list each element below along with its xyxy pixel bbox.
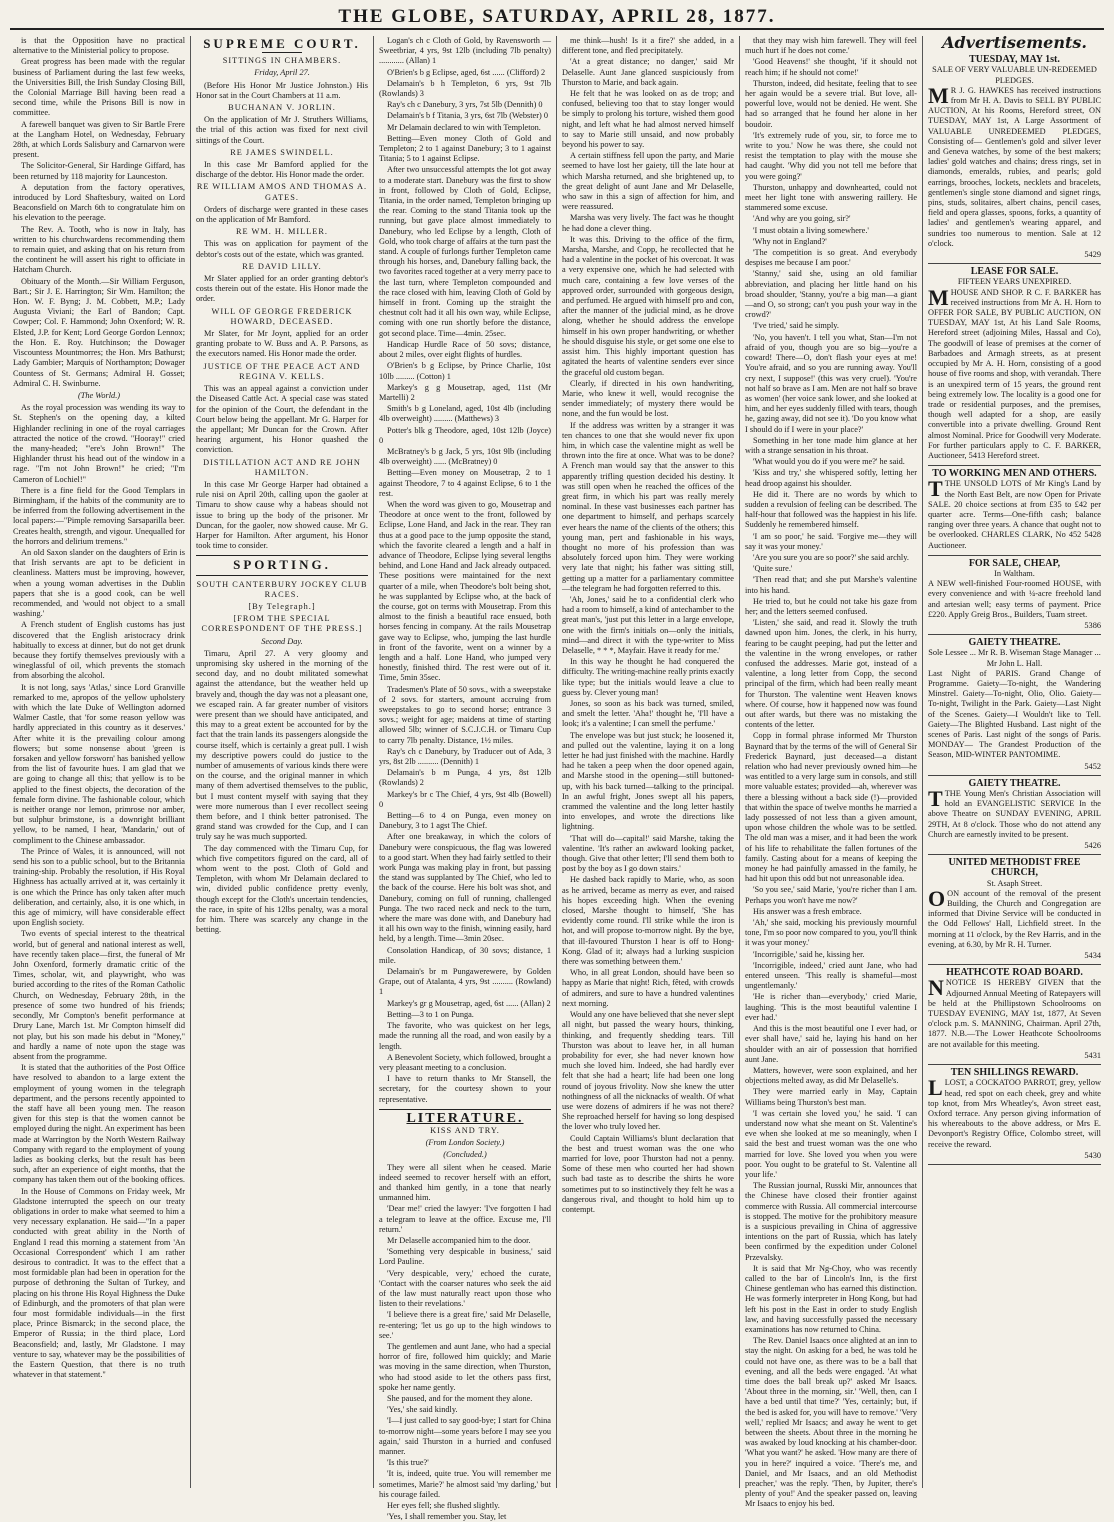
column-2 [191,36,374,1488]
column-4 [557,36,740,1488]
story-paragraph: 'Are you sure you are so poor?' she said archly. [753,552,909,562]
race-paragraph: The day commenced with the Timaru Cup, for which five competitors figured on the card, all of whom went to the post. Cloth of Gold and Templeton, with whom Mr Delamain declared to win, divided public confidence pretty evenly, though except for the Cloth's uncertain tendencies, the race, in spite of his 12lbs penalty, was a moral for him. There was scarcely any change in the betting. [196,843,368,935]
story-concluded: (Concluded.) [443,1150,487,1160]
ad-heading: FOR SALE, CHEAP, [968,557,1061,569]
ad-heading: TUESDAY, MAY 1st. [969,54,1060,66]
story-paragraph: 'Yes, I shall remember you. Stay, let [387,1512,507,1522]
ad-drop-initial: N [928,975,944,1001]
section-heading-literature: LITERATURE. [406,1110,524,1126]
ad-subheading: St. Asaph Street. [986,878,1043,888]
story-paragraph: 'Very despicable, very,' echoed the curate, 'Contact with the coarser natures who seek the aid of the law must naturally react upon those who listen to their revelations.' [379,1268,551,1309]
section-rule [379,1109,551,1110]
race-paragraph: Betting—Even money Cloth of Gold and Templeton; 2 to 1 against Danebury; 3 to 1 against Titania; 5 to 1 against Eclipse. [379,133,551,164]
advertisement [928,776,1101,855]
story-paragraph: 'I must obtain a living somewhere.' [753,225,869,235]
ad-body: OON account of the removal of the present Building, the Church and Congregation are informed that Divine Service will be conducted in the Odd Fellows' Hall, Lichfield street. In the morning at 11 o'clock, by the Rev Harris, and in the evening, at 6.30, by Mr R. H. Turner. [928,885,1101,949]
race-paragraph: Delamain's br m Pungawerewere, by Golden Grape, out of Atalanta, 4 yrs, 9st .......... (Rowland) 1 [379,967,551,997]
ad-subheading: In Waltham. [994,568,1035,578]
advertisement [928,855,1101,965]
story-paragraph: Who, in all great London, should have been so happy as Marie that night! Rich, fêted, with crowds of admirers, and sure to have a hundred valentines next morning. [562,968,734,1008]
race-paragraph: When the word was given to go, Mousetrap and Theodore at once went to the front, followed by Eclipse, Lone Hand, and Jack in the rear. They ran thus at a good pace to the jump opposite the stand, which the favorite cleared a length and a half in advance of Theodore, Eclipse lying several lengths behind, and Lone Hand and Jack already outpaced. These positions were maintained for the next quarter of a mile, when Theodore's bolt being shot, he was supplanted by Eclipse who, at the back of the course, got on terms with Mousetrap. From this almost to the finish a beautiful race ensued, both horses fencing in company. At the rails Mousetrap gave way to Eclipse, who, jumping the last hurdle in front of the favorite, went on a winner by a length and a half. Lone Hand, who jumped very honestly, finished third. The rest were out of it. Time, 5min 35sec. [379,499,551,683]
race-result: Delamain's b h Templeton, 6 yrs, 9st 7lb (Rowlands) 3 [379,78,551,99]
story-paragraph: He tried to, but he could not take his gaze from her; and the letters seemed confused. [745,596,917,616]
race-paragraph: Delamain's b m Punga, 4 yrs, 8st 12lb (Rowlands) 2 [379,768,551,788]
race-result: Delamain's b f Titania, 3 yrs, 6st 7lb (Webster) 0 [387,111,548,121]
correspondent-note: [FROM THE SPECIAL CORRESPONDENT OF THE PRESS.] [201,614,363,634]
ad-subheading: FIFTEEN YEARS UNEXPIRED. [957,277,1072,287]
story-paragraph: The envelope was but just stuck; he loosened it, and pulled out the valentine, laying it on a long letter he had just finished with the machine. Hardly had he taken a peep when the door opened again, and Marshe stood in the opening—still buttoned-up, with his back turned—talking to the principal. In an awful fright, Jones swept all his papers, crammed the valentine and the long letter hastily into envelopes, and wrote the directions like lightning. [562,730,734,832]
story-paragraph: 'I've tried,' said he simply. [753,321,839,331]
case-heading: RE WILLIAM AMOS AND THOMAS A. GATES. [196,182,368,202]
story-paragraph: 'Ah,' she said, mocking his previously mournful tone, I'm so poor now compared to you, you'll think it was your money.' [745,918,917,948]
article-paragraph: Obituary of the Month.—Sir William Ferguson, Bart.; Sir J. E. Harrington; Sir Wm. Hamilton; the Hon. W. F. Byng; J. M. Cobbett, M.P.; Lady Augusta Viviani; the Earl of Bandon; Capt. Cowper; Col. F. Hammond; John Oxenford; W. R. Elsted, J.P. for Kent; Lord George Gordon Lennox; the Hon. E. Roy. Hutchinson; the Dowager Viscountess Mountmorres; the Hon. Mrs Bathurst; Lady Gambier; Marquis of Northampton; Dowager Countess of St. Germans; Admiral H. Gosset; Admiral C. H. Swinburne. [13,276,185,388]
race-paragraph: After one breakaway, in which the colors of Danebury were conspicuous, the flag was lowered to a good start. When they had fairly settled to their work Punga was making play in front, but passing the stand was supplanted by The Chief, who led to the back of the course. Here his bolt was shot, and Danebury, coming on full of running, challenged Punga. The two raced neck and neck to the turn, where the mare was done with, and Danebury had it all his own way to the finish, winning easily, hard held, by a length. Time—3min 20sec. [379,832,551,944]
story-paragraph: 'He is richer than—everybody,' cried Marie, laughing. 'This is the most beautiful valentine I ever had.' [745,992,917,1022]
story-paragraph: 'And why are you going, sir?' [753,214,851,224]
story-paragraph: 'It is, indeed, quite true. You will remember me sometimes, Marie?' he almost said 'my darling,' but his courage failed. [379,1469,551,1499]
article-paragraph: The Solicitor-General, Sir Hardinge Giffard, has been returned by 118 majority for Launceston. [13,161,185,181]
race-paragraph: Mr Delamain declared to win with Templeton. [387,122,541,132]
case-heading: RE JAMES SWINDELL. [230,147,334,157]
date-line: Friday, April 27. [254,68,310,78]
race-paragraph: Smith's b g Loneland, aged, 10st 4lb (including 4lb overweight) ......... (Matthews) 3 [379,404,551,424]
ad-number: 5431 [1084,1050,1101,1060]
story-paragraph: Thurston, indeed, did hesitate, feeling that to see her again would be a severe trial. But love, all-powerful love, would not be denied. He went. She had so arranged that he found her alone in her boudoir. [745,78,917,129]
story-paragraph: She paused, and for the moment they alone. [387,1394,533,1403]
story-paragraph: The gentlemen and aunt Jane, who had a special horror of fire, followed him quickly; and Marie was moving in the same direction, when Thurston, who had stood aside to let the others pass first, spoke her name gently. [379,1341,551,1392]
story-paragraph: 'Ah, Jones,' said he to a confidential clerk who had a room to himself, a kind of antechamber to the great man's, 'just put this letter in a large envelope, one with the firm's initials on—only the initials, mind—and direct it with the type-writer to Miss Delaselle, * * *, Mayfair. Have it ready for me.' [562,594,734,655]
article-paragraph: A French student of English customs has just discovered that the English aristocracy drink habitually to excess at dinner, but do not get drunk because they fortify themselves previously with a wineglassful of oil, which prevents the stomach from absorbing the alcohol. [13,620,185,681]
story-paragraph: 'Stanny,' said she, using an old familiar abbreviation, and placing her little hand on his broad shoulder, 'Stanny, you're a big man—a giant—and O, so strong; can't you push your way in the crowd?' [745,269,917,320]
story-paragraph: 'Dear me!' cried the lawyer: 'I've forgotten I had a telegram to leave at the office. Excuse me, I'll return.' [379,1204,551,1234]
race-paragraph: The favorite, who was quickest on her legs, made the running all the road, and won easily by a length. [379,1021,551,1051]
column-1 [8,36,191,1488]
story-paragraph: 'Incorrigible, indeed,' cried aunt Jane, who had entered unseen. 'This really is shameful—most ungentlemanly.' [745,960,917,991]
case-heading: WILL OF GEORGE FREDERICK HOWARD, DECEASED. [211,306,353,326]
race-paragraph: Markey's g g Mousetrap, aged, 11st (Mr Martelli) 2 [379,382,551,402]
story-paragraph: Her eyes fell; she flushed slightly. [387,1501,500,1511]
race-paragraph: Betting—3 to 1 on Punga. [387,1009,474,1019]
source-credit: (The World.) [77,390,121,400]
story-paragraph: 'Good Heavens!' she thought, 'if it should not reach him; if he should not come!' [745,57,917,77]
story-paragraph: The Rev. Daniel Isaacs once alighted at an inn to stay the night. On asking for a bed, he was told he could not have one, as there was to be a ball that evening, and all the beds were engaged. 'At what time does the ball break up?' asked Mr Isaacs. 'About three in the morning, sir.' 'Well, then, can I have a bed until that time?' 'Yes, certainly; but, if the bed is asked for, you will have to remove.' 'Very well,' replied Mr Isaacs; and away he went to get between the sheets. About three in the morning he was awaked by loud knocking at his chamber-door. 'What you want?' he asked. 'How many are there of you in here?' inquired a voice. 'There's me, and Daniel, and Mr Isaacs, and an old Methodist preacher,' was the reply. 'Then, by Jupiter, there's plenty of you!' And the speaker passed on, leaving Mr Isaacs to enjoy his bed. [745,1336,917,1509]
story-paragraph: 'I—I just called to say good-bye; I start for China to-morrow night—some years before I may see you again,' said Thurston in a hurried and confused manner. [379,1416,551,1457]
ad-number: 5386 [1084,620,1101,630]
ad-drop-initial: L [928,1075,943,1101]
story-paragraph: Would any one have believed that she never slept all night, but passed the weary hours, thinking, thinking, and frequently shedding tears. Till Thurston was about to leave her, in all human probability for ever, she had never known how much she loved him. Indeed, she had hardly ever felt that she had a heart; life had been one long round of joyous frivolity. Now she knew the utter nothingness of all the nicknacks of wealth. Of what use were dozens of admirers if he was not there? She reproached herself for having so long despised the lover who truly loved her. [562,1010,734,1132]
ad-number: 5429 [1084,250,1101,260]
story-paragraph: Thurston, unhappy and downhearted, could not meet her light tone with answering raillery. He stammered some excuse. [745,182,917,213]
ad-heading: GAIETY THEATRE. [968,637,1061,649]
story-paragraph: Could Captain Williams's blunt declaration that the best and truest woman was the one who married for love, poor Thurston had not a penny. Some of these men who courted her had shown such bad taste as to describe the shirts he wore sometimes put to so instinctively they felt he was a dangerous rival, and thought to hold him up to contempt. [562,1133,734,1214]
race-result: Logan's ch c Cloth of Gold, by Ravensworth —Sweetbriar, 4 yrs, 9st 12lb (including 7lb penalty) ............ (Allan) 1 [379,36,551,66]
ad-drop-initial: T [928,786,943,812]
ad-body: MHOUSE AND SHOP. R C. F. BARKER has received instructions from Mr A. H. Horn to OFFER FOR SALE, BY PUBLIC AUCTION, ON TUESDAY, MAY 1st, At his Land Sale Rooms, Hereford street (adjoining Miles, Hassal and Co), The goodwill of lease of premises at the corner of Barbadoes and Armagh streets, as at present occupied by Mr A. H. Horn, consisting of a good house of five rooms and shop, with verandah. There is an unexpired term of 15 years, the ground rent being extremely low. The locality is a good one for trade or residential purposes, and the premises, though well adapted for a shop, are easily convertible into a private dwelling. Ground Rent almost Nominal. Price for Goodwill very Moderate. For further particulars apply to C. F. BARKER, Auctioneer, 5413 Hereford street. [928,284,1101,460]
section-rule [196,555,368,556]
story-paragraph: 'Quite sure.' [753,564,793,574]
advertisement [928,52,1101,264]
story-paragraph: me think—hush! Is it a fire?' she added, in a different tone, and fled precipitately. [562,36,734,56]
case-text: In this case Mr Bamford applied for the discharge of the debtor. His Honor made the order. [196,160,368,180]
day-heading: Second Day. [261,636,303,646]
ad-heading: UNITED METHODIST FREE CHURCH, [948,857,1081,879]
case-text: On the application of Mr J. Struthers Williams, the trial of this action was fixed for next civil sittings of the Court. [196,115,368,145]
ad-number: 5434 [1084,951,1101,961]
article-paragraph: In the House of Commons on Friday week, Mr Gladstone interrupted the speech on our treaty obligations in order to make what seemed to him a very necessary explanation. He said—"In a paper conducted with great ability in the North of England I read this morning a statement from 'An Occasional Correspondent' which I am rather desirous to contradict. It was to the effect that a most formidable plan had been in operation for the purpose of dethroning the Sultan of Turkey, and placing on his throne His Royal Highness the Duke of Edinburgh, and the promoters of that plan were four most formidable individuals—in the first place, Prince Bismarck; in the second place, the Emperor of Russia; in the third place, Lord Beaconsfield; and, lastly, Mr Gladstone. I may venture to say, whatever may be the possibilities of the Eastern Question, that there is no truth whatever in that statement." [13,1186,185,1380]
story-paragraph: 'Yes,' she said kindly. [387,1405,458,1415]
story-paragraph: Marsha was very lively. The fact was he thought he had done a clever thing. [562,213,734,233]
story-paragraph: 'Kiss and try,' she whispered softly, letting her head droop against his shoulder. [745,468,917,488]
story-paragraph: Something in her tone made him glance at her with a strange sensation in his throat. [745,435,917,455]
column-5 [740,36,923,1509]
race-paragraph: A Benevolent Society, which followed, brought a very pleasant meeting to a conclusion. [379,1052,551,1072]
advertisement [928,466,1101,556]
story-paragraph: In this way he thought he had conquered the difficulty. The writing-machine really prints exactly like type; but the initials would leave a clue to guess by. Clever young man! [562,657,734,697]
article-paragraph: Two events of special interest to the theatrical world, but of general and national interest as well, have recently taken place—first, the funeral of Mr John Oxenford, formerly dramatic critic of the Times, scholar, wit, and playwright, who was buried according to the rites of the Roman Catholic Church, on Wednesday, February 28th, in the presence of some two hundred of his friends; secondly, Mr Compton's benefit performance at Drury Lane, March 1st. Mr Compton himself did not play, but his son made his debut in "Money," and hardly a name of note upon the stage was absent from the programme. [13,929,185,1061]
columns [8,33,1106,1522]
story-paragraph: They were all silent when he ceased. Marie indeed seemed to recover herself with an effort, and thanked him gently, in a tone that nearly unmanned him. [379,1162,551,1203]
story-paragraph: 'I was certain she loved you,' he said. 'I can understand now what she meant on St. Valentine's eve when she looked at me so meaningly, when I said the best and truest woman was the one who married for love. She loved you when you were poor. You ought to be grateful to St. Valentine all your life.' [745,1108,917,1179]
race-paragraph: I have to return thanks to Mr Stansell, the secretary, for the courtesy shown to your representative. [379,1074,551,1104]
advertisements-title: Advertisements. [942,33,1087,52]
case-text: Mr Slater, for Mr Joynt, applied for an order granting probate to W. Buss and A. P. Parsons, as the executors named. His Honor made the order. [196,329,368,359]
column-3 [374,36,557,1522]
story-paragraph: Jones, so soon as his back was turned, smiled, and smelt the letter. 'Aha!' thought he, 'I'll have a look; it's a valentine; I can smell the perfume.' [562,699,734,729]
story-paragraph: He did it. There are no words by which to sudden a revulsion of feeling can be described. The half-hour that followed was the happiest in his life. Suddenly he remembered himself. [745,489,917,530]
race-result: Ray's ch c Danebury, 3 yrs, 7st 5lb (Dennith) 0 [387,100,543,110]
case-heading: JUSTICE OF THE PEACE ACT AND REGINA V. KELLS. [203,361,361,381]
article-paragraph: is that the Opposition have no practical alternative to the Ministerial policy to propose. [13,36,185,56]
case-heading: RE DAVID LILLY. [242,261,322,271]
story-paragraph: And this is the most beautiful one I ever had, or ever shall have,' said he, laying his hand on her shoulder with an air of possession that horrified aunt Jane. [745,1024,917,1064]
article-paragraph: It is stated that the authorities of the Post Office have resolved to abandon to a large extent the employment of young women in the telegraph department, and the persons recently appointed to the staff have all been young men. The reason given for this step is that the women cannot be employed during the night. An experiment has been made at Warrington by the North Western Railway Company with regard to the employment of young ladies as booking clerks, but the result has been such, after an experience of eight months, that the company has taken them out of the booking offices. [13,1063,185,1185]
story-paragraph: 'Why not in England?' [753,236,827,246]
advertisement [928,264,1101,466]
race-paragraph: Tradesmen's Plate of 50 sovs., with a sweepstake of 2 sovs. for starters, amount accruing from sweepstakes to go to second horse; entrance 3 sovs.; weight for age; maidens at time of starting allowed 5lb; winner of S.C.J.C.H. or Timaru Cup to carry 7lb penalty. Distance, 1½ miles. [379,684,551,745]
story-paragraph: Matters, however, were soon explained, and her objections melted away, as did Mr Delaselle's. [745,1065,917,1086]
story-paragraph: 'No, you haven't. I tell you what, Stan—I'm not afraid of you, though you are so big—you're a coward! There—O, don't flash your eyes at me! You're afraid, and so you are running away. You'll cry next, I suppose!' (this was very cruel). 'You're not half so brave as I am. Men are not half so brave as women' (her voice sank lower, and she looked at him, and her eyes suddenly filled with tears, though he, gazing away, did not see it). 'Do you know what I should do if I were in your place?' [745,332,917,434]
race-paragraph: Handicap Hurdle Race of 50 sovs; distance, about 2 miles, over eight flights of hurdles. [379,339,551,360]
race-result: O'Brien's b g Eclipse, aged, 6st ...... (Clifford) 2 [387,67,546,77]
story-paragraph: 'Is this true?' [387,1458,429,1468]
story-paragraph: They were married early in May, Captain Williams being Thurston's best man. [745,1087,917,1107]
ad-body: LLOST, a COCKATOO PARROT, grey, yellow head, red spot on each cheek, grey and white top knot, from Mrs Wheatley's, Avon street east, Oxford terrace. Any person giving information of his whereabouts to the above address, or Mrs E. Devonport's Registry Office, Colombo street, will receive the reward. [928,1075,1101,1149]
story-paragraph: 'At a great distance; no danger,' said Mr Delaselle. Aunt Jane glanced suspiciously from Thurston to Marie, and back again. [562,57,734,87]
ad-number: 5430 [1084,1150,1101,1160]
subheading: SITTINGS IN CHAMBERS. [222,56,342,66]
case-heading: DISTILLATION ACT AND RE JOHN HAMILTON. [203,457,361,477]
story-paragraph: It was this. Driving to the office of the firm, Marsha, Marshe, and Copp, he recollected that he had a valentine in the pocket of his overcoat. It was a very expensive one, which he had selected with much care, containing a few love verses of the approved order, surrounded with gorgeous design, and perfumed. He argued with himself pro and con, after the manner of the judicial mind, as he drove along, whether he should address the envelope himself in his own proper handwriting, or whether he should disguise his style, or get some one else to assist him. This highly important question has agitated the hearts of valentine senders ever since the graceful old custom began. [562,234,734,377]
ad-number: 5452 [1084,761,1101,771]
ad-heading: GAIETY THEATRE. [968,777,1061,789]
ad-drop-initial: M [928,82,949,108]
story-paragraph: It is said that Mr Ng-Choy, who was recently called to the bar of Lincoln's Inn, is the first Chinese gentleman who has earned this distinction. He was formerly interpreter in Hong Kong, but had left his post in the East in order to study English law, and having successfully passed the necessary examinations has now returned to China. [745,1263,917,1334]
story-paragraph: that they may wish him farewell. They will feel much hurt if he does not come.' [745,36,917,56]
section-heading-supreme-court: SUPREME COURT. [203,36,361,51]
case-text: Orders of discharge were granted in these cases on the application of Mr Bamford. [196,204,368,225]
race-paragraph: Betting—Even money on Mousetrap, 2 to 1 against Theodore, 7 to 4 against Eclipse, 6 to 1 the rest. [379,468,551,498]
ad-heading: TEN SHILLINGS REWARD. [950,1067,1079,1079]
story-paragraph: 'What would you do if you were me?' he said. [753,457,905,467]
races-title: SOUTH CANTERBURY JOCKEY CLUB RACES. [196,579,368,599]
case-text: Mr Slater applied for an order granting debtor's costs therein out of the estate. His Honor made the order. [196,274,368,304]
story-paragraph: 'Incorrigible,' said he, kissing her. [753,949,865,959]
story-paragraph: 'That will do—capital!' said Marshe, taking the valentine. 'It's rather an awkward looking packet, though. Give that other letter; I'll send them both to post by the boy as I go down stairs.' [562,833,734,874]
ad-body: TTHE UNSOLD LOTS of Mr King's Land by the North East Belt, are now Open for Private SALE. 20 choice sections at from £35 to £42 per quarter acre. Terms—One-fifth cash; balance ranging over three years. A chance that ought not to be overlooked. CHARLES CLARK, No 452 5428 Auctioneer. [928,476,1101,550]
story-paragraph: Clearly, if directed in his own handwriting, Marie, who knew it well, would recognise the sender immediately; of mystery there would be none, and the fun would be lost. [562,378,734,419]
article-paragraph: There is a fine field for the Good Templars in Birmingham, if the habits of the community are to be inferred from the following advertisement in the local papers:—"Pimple removing Sarsaparilla beer. Creates health, strength, and vigour. Unequalled for the horrors and delirium tremens." [13,485,185,546]
race-paragraph: Timaru, April 27. A very gloomy and unpromising sky ushered in the morning of the second day, and no doubt militated somewhat against the attendance, but the weather held up bravely and, though the day was not a pleasant one, we escaped rain. A far greater number of visitors were present than we should have anticipated, and this may to a great extent be accounted for by the fact that the train lands its passengers alongside the course itself, which is certainly a great pull. I wish my descriptive powers could do justice to the number of amusements of various kinds there were on the course, and the original manner in which many of them advertised themselves to the public, but I must content myself with saying that they were more numerous than I ever recollect seeing them before, and I think better patronised. The grand stand was crowded for the Cup, and I can truly say he was much supported. [196,648,368,842]
ad-body: Last Night of PARIS. Grand Change of Programme. Gaiety—To-night, the Wandering Minstrel. Gaiety—To-night, Olio, Olio. Gaiety—To-night, Twilight in the Park. Gaiety—Last Night of the Scenes. Gaiety—I Wouldn't like to Tell. Gaiety—The Blighted Husband. Last night of the scenes of Paris. Last night of the songs of Paris. MONDAY— The Grandest Production of the Season, MID-WINTER PANTOMIME. [928,668,1101,760]
story-paragraph: 'The competition is so great. And everybody despises me because I am poor.' [745,248,917,268]
story-paragraph: 'It's extremely rude of you, sir, to force me to write to you.' Now he was there, she could not resist the temptation to play with the mouse she had caught. 'Why did you not tell me before that you were going?' [745,130,917,181]
section-heading-sporting: SPORTING. [233,557,331,573]
ad-number: 5426 [1084,841,1101,851]
case-text: In this case Mr George Harper had obtained a rule nisi on April 20th, calling upon the gaoler at Timaru to show cause why a habeas should not issue to bring up the body of the prisoner. Mr Duncan, for the gaoler, now showed cause. Mr G. Harper for Hamilton. After argument, his Honor took time to consider. [196,479,368,551]
case-heading: RE WM. H. MILLER. [236,227,328,237]
telegraph-note: [By Telegraph.] [248,601,316,611]
story-paragraph: His answer was a fresh embrace. [753,906,862,916]
story-paragraph: 'I am so poor,' he said. 'Forgive me—they will say it was your money.' [745,531,917,551]
advertisement [928,965,1101,1065]
advertisement [928,635,1101,776]
ad-heading: LEASE FOR SALE. [970,266,1059,278]
masthead-rule [10,28,1104,30]
story-paragraph: A certain stiffness fell upon the party, and Marie seemed to have lost her gaiety, till the late hour at which Marsha returned, and she brightened up, to the great delight of aunt Jane and Mr Delaselle, who saw in this a sign of affection for him, and were reassured. [562,151,734,212]
article-paragraph: The Prince of Wales, it is announced, will not send his son to a public school, but to the Britannia training-ship. Probably the resolution, if His Royal Highness has actually arrived at it, was certainly it is one which the Prince has only taken after much deliberation, and certainly, also, it is one which, in this age of mimicry, will have considerable effect upon English society. [13,846,185,928]
case-text: This was on application for payment of the debtor's costs out of the estate, which was granted. [196,239,368,259]
race-paragraph: Ray's ch c Danebury, by Traducer out of Ada, 3 yrs, 8st 2lb .......... (Dennith) 1 [379,746,551,767]
ad-heading: TO WORKING MEN AND OTHERS. [932,468,1097,480]
article-paragraph: A deputation from the factory operatives, introduced by Lord Shaftesbury, waited on Lord Beaconsfield on March 6th to congratulate him on his elevation to the peerage. [13,182,185,223]
ad-subheading: Sole Lessee ... Mr R. B. Wiseman Stage Manager ... Mr John L. Hall. [928,648,1101,668]
ad-heading: HEATHCOTE ROAD BOARD. [946,967,1083,979]
race-paragraph: Markey's br c The Chief, 4 yrs, 9st 4lb (Bowell) 0 [379,789,551,809]
article-paragraph: A farewell banquet was given to Sir Bartle Frere at the Langham Hotel, on Wednesday, February 28th, at which Lords Salisbury and Carnarvon were present. [13,119,185,160]
advertisement [928,556,1101,635]
advertisement [928,1065,1101,1165]
race-paragraph: McBratney's b g Jack, 5 yrs, 10st 9lb (including 4lb overweight) ...... (McBratney) 0 [379,446,551,467]
story-paragraph: The Russian journal, Russki Mir, announces that the Chinese have closed their frontier against commerce with Russia. All commercial intercourse is stopped. The motive for the prohibitory measure is a suspicious prevailing in China of aggressive intentions on the part of Russia, which has lately been confirmed by the expedition under Colonel Przevalsky. [745,1181,917,1262]
story-paragraph: Copp in formal phrase informed Mr Thurston Baynard that by the terms of the will of General Sir Frederick Baynard, just deceased—a distant relation who had never previously owned him—he was entitled to a very large sum in consols, and still more valuable estates; provided—ah, wherever was there a blessing without a back side (!)—provided that within the space of twelve months he married a lady possessed of not less than a given amount, upon whose children the whole was to be settled. The old man was a miser, and it had been the work of his life to rehabilitate the fallen fortunes of the family. Casting about for a means of keeping the money he had painfully amassed in the family, he had hit upon this odd but not unreasonable idea. [745,731,917,884]
race-paragraph: Potter's blk g Theodore, aged, 10st 12lb (Joyce) 0 [379,425,551,445]
ad-subheading: SALE OF VERY VALUABLE UN-REDEEMED PLEDGES. [932,65,1097,85]
section-rule [262,52,302,53]
story-source: (From London Society.) [425,1138,505,1148]
story-paragraph: He dashed back rapidly to Marie, who, as soon as he arrived, became as merry as ever, and raised his hopes exceeding high. When the evening closed, Marshe thought to himself, 'She has evidently come round. I'll strike while the iron is hot, and will propose to-morrow night. By the bye, that ill-favoured Thurston I hear is off to Hong-Kong. Glad of it; always had a lurking suspicion there was something between them.' [562,875,734,967]
story-paragraph: 'Listen,' she said, and read it. Slowly the truth dawned upon him. Jones, the clerk, in his hurry, fearing to be caught peeping, had put the letter and the valentine in the wrong envelopes, or rather confused the addresses. Marie got, instead of a valentine, a long letter from Copp, the second principal of the firm, which had been really meant for Thurston. The valentine went Heaven knows where. Of course, how it happened now was found out after wards, but there was no mistaking the contents of the letter. [745,618,917,730]
race-paragraph: O'Brien's b g Eclipse, by Prince Charlie, 10st 10lb ......... (Cotton) 1 [379,361,551,381]
ad-body: A NEW well-finished Four-roomed HOUSE, with every convenience and with ¼-acre freehold land and artesian well; easy terms of payment. Price £220. Apply Greig Bros., Builders, Tuam street. [928,579,1101,619]
ad-drop-initial: O [928,885,946,911]
story-paragraph: If the address was written by a stranger it was ten chances to one that she would never fix upon him, in which case the valentine might as well be thrown into the fire at once. What was to be done? A French man would say that the answer to this apparently trifling question decided his destiny. It was still open when he reached the offices of the great firm, in which his part was really merely nominal. In these vast businesses each partner has one department to himself, and perhaps scarcely ever hears the name of the clients of the others; this young man, pert and fashionable in his ways, thought no more of his profession than was absolutely forced upon him. They were working very late that night; his father was sitting still, getting up a matter for a parliamentary committee—the telegram he had forgotten referred to this. [562,420,734,593]
race-paragraph: Betting—6 to 4 on Punga, even money on Danebury, 3 to 1 agst The Chief. [379,811,551,831]
article-paragraph: The Rev. A. Tooth, who is now in Italy, has written to his churchwardens recommending them to remain quiet, and asking that on his return from the continent he will assert his right to officiate in Hatcham Church. [13,224,185,275]
masthead-title: THE GLOBE, SATURDAY, APRIL 28, 1877. [338,6,776,27]
story-paragraph: 'I believe there is a great fire,' said Mr Delaselle, re-entering; 'let us go up to the high windows to see.' [379,1310,551,1340]
article-paragraph: An old Saxon slander on the daughters of Erin is that Irish servants are apt to be deficient in cleanliness. Matters must be improving, however, when a young woman advertises in the Dublin papers that she is a good cook, can be well recommended, and 'would not object to a small washing.' [13,547,185,619]
ad-drop-initial: M [928,284,949,310]
story-paragraph: 'Something very despicable in business,' said Lord Pauline. [379,1247,551,1267]
race-paragraph: Markey's gr g Mousetrap, aged, 6st ...... (Allan) 2 [387,998,551,1008]
story-paragraph: 'Then read that; and she put Marshe's valentine into his hand. [745,575,917,595]
story-paragraph: He felt that he was looked on as de trop; and confused, believing too that to stay longer would be simply to prolong his torture, wished them good night, and left what he had almost nerved himself to say to Marie still unsaid, and now probably beyond his power to say. [562,89,734,150]
article-paragraph: As the royal procession was wending its way to St. Stephen's on the opening day, a kilted Highlander reclining in one of the royal carriages attracted the notice of the crowd. "Hooray!" cried the many-headed; "'ere's John Brown!" The Highlander thrust his head out of the window in a rage. "I'm not John Brown!" he cried; "I'm Cameron of Lochiel!" [13,403,185,484]
case-heading: BUCHANAN V. JORLIN. [228,103,336,113]
article-paragraph: It is not long, says 'Atlas,' since Lord Granville remarked to me, apropos of the yellow upholstery with which the late Duke of Wellington adorned Walmer Castle, that 'for some reason yellow was hardly appreciated in this country as it deserves.' After white it is the prevailing colour among flowers; but some nonsense about 'green is forsaken and yellow forsworn' has banished yellow from the list of favourite hues. I am glad that we are going to change all this; that yellow is to be applied to the finest objects, the decoration of the female form divine. The fashionable colour, which is neither orange nor lemon, primrose nor amber, but sulphur brimstone, is a downright brilliant yellow, to be named, I hear, 'Mandarin,' out of compliment to the Chinese ambassador. [13,682,185,845]
section-rule [196,575,368,576]
story-paragraph: 'So you see,' said Marie, 'you're richer than I am. Perhaps you won't have me now?' [745,885,917,905]
court-intro: (Before His Honor Mr Justice Johnston.) His Honor sat in the Court Chambers at 11 a.m. [196,80,368,100]
story-paragraph: Mr Delaselle accompanied him to the door. [387,1235,531,1245]
story-title: KISS AND TRY. [430,1125,500,1135]
ad-body: M R J. G. HAWKES has received instructions from Mr H. A. Davis to SELL BY PUBLIC AUCTION, At his Rooms, Hereford street, ON TUESDAY, MAY 1st, A Large Assortment of VALUABLE UNREDEEMED PLEDGES, Consisting of— Gentlemen's gold and silver lever and Geneva watches, by some of the best makers; ladies' gold watches and chains; dress rings, set in diamonds, emeralds, rubies, and pearls; gold earrings, brooches, lockets, necklets and bracelets, gentlemen's single stone diamond and signet rings, pins, studs, solitaires, albert chains, pencil cases, field and opera glasses, spoons, forks, a quantity of ladies' and gentlemen's wearing apparel, and sundries too numerous to mention. Sale at 12 o'clock. [928,82,1101,248]
article-paragraph: Great progress has been made with the regular business of Parliament during the last few weeks, the Universities Bill, the Irish Sunday Closing Bill, the Colonial Marriage Bill having been read a second time, while the Prisons Bill is now in committee. [13,57,185,118]
ad-body: TTHE Young Men's Christian Association will hold an EVANGELISTIC SERVICE In the above Theatre on SUNDAY EVENING, APRIL 29TH, At 8 o'clock. Those who do not attend any Church are earnestly invited to be present. [928,786,1101,839]
case-text: This was an appeal against a conviction under the Diseased Cattle Act. A special case was stated for the opinion of the Court, the defendant in the Court below being the appellant. Mr G. Harper for the appellant; Mr Duncan for the Crown. After hearing argument, his Honor quashed the conviction. [196,384,368,455]
race-paragraph: After two unsuccessful attempts the lot got away to a moderate start. Danebury was the first to show in front, followed by Cloth of Gold, Eclipse, Titania, in the order named, Templeton bringing up the rear. Coming to the stand Titania took up the running, but gave place almost immediately to Danebury, who led Eclipse by a length, Cloth of Gold, who took charge of affairs at the turn past the stand. A couple of furlongs further Templeton came through his horses, and, Danebury falling back, the two favorites raced together at a very merry pace to the last turn, where Templeton compounded and the race closed with him, leaving Cloth of Gold by himself in front. Coming up the straight the chestnut colt had it all his own way, while Eclipse, coming with one run shortly before the distance, got second place. Time—4min. 25sec. [379,165,551,338]
ad-drop-initial: T [928,476,943,502]
column-6-advertisements [923,33,1106,1488]
ad-body: NNOTICE IS HEREBY GIVEN that the Adjourned Annual Meeting of Ratepayers will be held at the Phillipstown Schoolrooms on TUESDAY EVENING, MAY 1st, 1877, At Seven o'clock p.m. S. MANNING, Chairman. April 27th, 1877. N.B.—The Lower Heathcote Schoolrooms are not available for this meeting. [928,975,1101,1049]
race-paragraph: Consolation Handicap, of 30 sovs; distance, 1 mile. [379,945,551,965]
